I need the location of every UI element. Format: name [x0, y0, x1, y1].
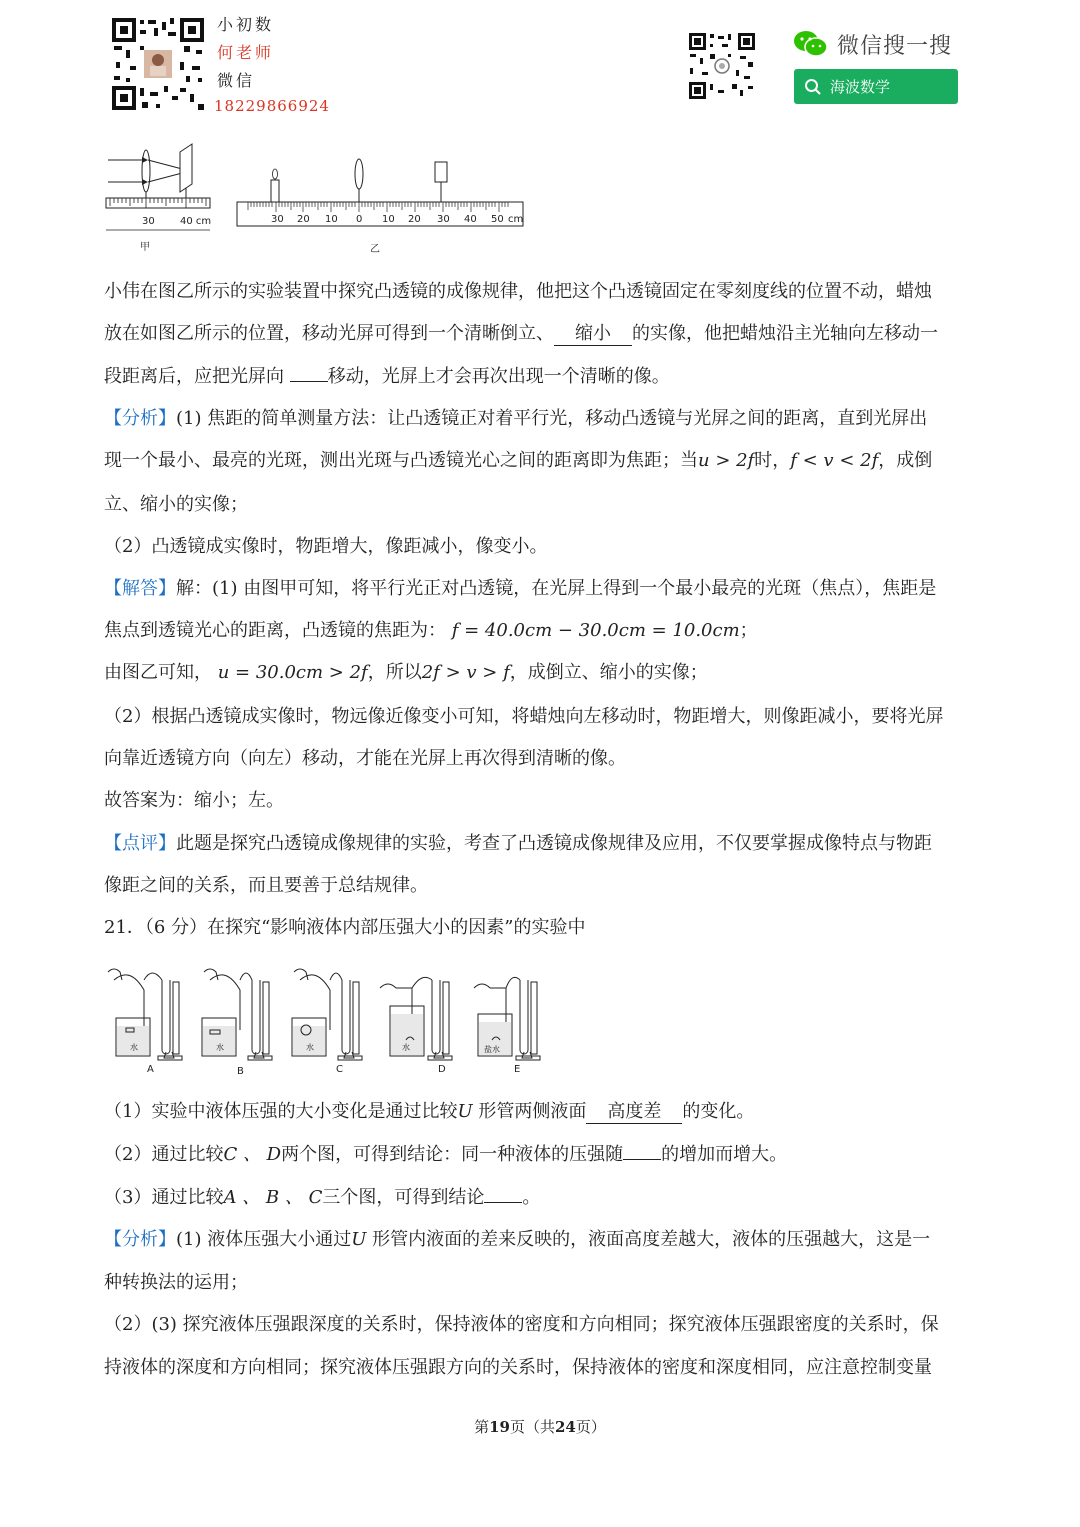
q20-answer-6: 故答案为：缩小；左。	[104, 790, 284, 811]
q21-analysis-1-post: 形管内液面的差来反映的，液面高度差越大，液体的压强越大，这是一	[366, 1229, 931, 1250]
q21-item-2-pre: （2）通过比较	[104, 1144, 224, 1165]
answer-tag: 【解答】	[104, 578, 176, 599]
ruler-b-tick-7: 40	[464, 214, 477, 225]
search-icon	[804, 78, 822, 96]
lens-figure	[100, 140, 540, 260]
figure-b-label: 乙	[370, 244, 380, 255]
math-focal-length: f = 40.0cm − 30.0cm = 10.0cm	[451, 620, 740, 641]
math-v-range: 2f > v > f	[421, 662, 510, 683]
note-line-2: 何老师	[217, 43, 275, 62]
math-f-lt-v-lt-2f: f < v < 2f	[790, 450, 879, 471]
beaker-a-label: 水	[130, 1043, 138, 1052]
figure-a	[106, 144, 211, 253]
q20-comment-2: 像距之间的关系，而且要善于总结规律。	[104, 875, 428, 896]
q20-answer-1	[104, 577, 936, 601]
apparatus-a	[108, 969, 182, 1060]
footer-page-number: 19	[489, 1418, 510, 1436]
ruler-a-tick-30: 30	[142, 216, 155, 227]
figure-label-e: E	[514, 1064, 521, 1075]
q21-blank-1: 高度差	[586, 1101, 682, 1124]
math-u-value: u = 30.0cm > 2f	[217, 662, 368, 683]
q21-item-1-mid: 形管两侧液面	[472, 1101, 587, 1122]
ruler-a-tick-40: 40 cm	[180, 216, 212, 227]
q20-analysis-3: 立、缩小的实像；	[104, 494, 248, 515]
footer-post: 页）	[575, 1418, 606, 1436]
q21-item-3	[104, 1186, 540, 1210]
q21-analysis-4: 持液体的深度和方向相同；探究液体压强跟方向的关系时，保持液体的密度和深度相同，应注意控制变量	[104, 1357, 932, 1378]
footer-total-pages: 24	[555, 1418, 576, 1436]
q20-answer-3-post: ，成倒立、缩小的实像；	[509, 662, 708, 683]
q20-answer-5: 向靠近透镜方向（向左）移动，才能在光屏上再次得到清晰的像。	[104, 748, 626, 769]
q21-analysis-tag: 【分析】	[104, 1229, 176, 1250]
q21-blank-3	[484, 1202, 522, 1203]
qr-code-right	[688, 32, 756, 100]
q21-title: 21．（6 分）在探究“影响液体内部压强大小的因素”的实验中	[104, 917, 586, 938]
q20-analysis-1-text: (1) 焦距的简单测量方法：让凸透镜正对着平行光，移动凸透镜与光屏之间的距离，直到光屏出	[176, 408, 928, 429]
q21-var-u: U	[351, 1229, 367, 1250]
apparatus-d	[380, 977, 452, 1060]
figure-label-b: B	[237, 1066, 244, 1077]
search-button-label: 海波数学	[830, 78, 891, 96]
var-u: U	[457, 1101, 473, 1122]
apparatus-c	[292, 969, 362, 1060]
beaker-c-label: 水	[306, 1043, 314, 1052]
q21-item-2-mid: 两个图，可得到结论：同一种液体的压强随	[281, 1144, 624, 1165]
beaker-b-label: 水	[216, 1043, 224, 1052]
qr-code-left	[110, 16, 206, 112]
phone-number: 18229866924	[214, 97, 330, 115]
q20-comment-1	[104, 832, 932, 856]
q20-answer-2-pre: 焦点到透镜光心的距离，凸透镜的焦距为：	[104, 620, 446, 641]
q20-line-3-post: 移动，光屏上才会再次出现一个清晰的像。	[327, 366, 670, 387]
q21-item-1-pre: （1）实验中液体压强的大小变化是通过比较	[104, 1101, 458, 1122]
var-a-b-c: A 、 B 、 C	[223, 1187, 323, 1208]
q20-line-1: 小伟在图乙所示的实验装置中探究凸透镜的成像规律，他把这个凸透镜固定在零刻度线的位置不动，蜡烛	[104, 281, 932, 302]
ruler-b-tick-6: 30	[437, 214, 450, 225]
q20-analysis-4: （2）凸透镜成实像时，物距增大，像距减小，像变小。	[104, 536, 548, 557]
figure-label-a: A	[147, 1064, 154, 1075]
var-c-d: C 、 D	[223, 1144, 282, 1165]
ruler-b-tick-0: 30	[271, 214, 284, 225]
note-line-1: 小初数	[217, 15, 275, 34]
beaker-d-label: 水	[402, 1043, 410, 1052]
q20-answer-2	[104, 619, 758, 643]
q20-line-3-pre: 段距离后，应把光屏向	[104, 366, 284, 387]
q21-item-2-post: 的增加而增大。	[661, 1144, 788, 1165]
q20-analysis-2-pre: 现一个最小、最亮的光斑，测出光斑与凸透镜光心之间的距离即为焦距；当	[104, 450, 698, 471]
q21-item-3-mid: 三个图，可得到结论	[322, 1187, 485, 1208]
q20-answer-4: （2）根据凸透镜成实像时，物远像近像变小可知，将蜡烛向左移动时，物距增大，则像距减小，要将光屏	[104, 706, 944, 727]
q20-answer-3	[104, 661, 708, 685]
q20-analysis-2	[104, 449, 932, 473]
q20-analysis-2-mid: 时，	[754, 450, 791, 471]
q21-item-2	[104, 1143, 787, 1167]
q21-item-1-post: 的变化。	[682, 1101, 755, 1122]
q20-blank-1: 缩小	[554, 323, 632, 346]
q21-analysis-3: （2）(3) 探究液体压强跟深度的关系时，保持液体的密度和方向相同；探究液体压强跟密度的关系时，保	[104, 1314, 939, 1335]
q21-item-3-post: 。	[522, 1187, 541, 1208]
q21-analysis-1-pre: (1) 液体压强大小通过	[176, 1229, 352, 1250]
q20-line-2	[104, 322, 938, 346]
q20-comment-1-text: 此题是探究凸透镜成像规律的实验，考查了凸透镜成像规律及应用，不仅要掌握成像特点与物距	[176, 833, 932, 854]
ruler-b-tick-5: 20	[408, 214, 421, 225]
q20-analysis-1	[104, 407, 927, 431]
q20-line-2-post: 的实像，他把蜡烛沿主光轴向左移动一	[632, 323, 938, 344]
figure-label-c: C	[336, 1064, 343, 1075]
figure-b	[237, 159, 523, 255]
q21-analysis-1	[104, 1228, 930, 1252]
wechat-search-label: 微信搜一搜	[837, 34, 953, 59]
wechat-icon	[793, 29, 829, 59]
q20-answer-2-post: ；	[739, 620, 758, 641]
q21-blank-2	[623, 1159, 661, 1160]
footer-pre: 第	[474, 1418, 490, 1436]
figure-label-d: D	[438, 1064, 446, 1075]
beaker-e-label: 盐水	[484, 1045, 500, 1054]
search-button[interactable]	[794, 69, 958, 104]
analysis-tag: 【分析】	[104, 408, 176, 429]
figure-a-label: 甲	[140, 242, 150, 253]
q21-item-1	[104, 1100, 754, 1124]
q21-analysis-2: 种转换法的运用；	[104, 1272, 248, 1293]
ruler-b-unit: cm	[508, 214, 524, 225]
apparatus-b	[202, 969, 272, 1060]
ruler-b-tick-8: 50	[491, 214, 504, 225]
ruler-b-tick-3: 0	[356, 214, 363, 225]
q20-answer-3-mid: ，所以	[367, 662, 422, 683]
q20-analysis-2-post: ，成倒	[878, 450, 933, 471]
q20-blank-2	[290, 381, 328, 382]
math-u-gt-2f: u > 2f	[698, 450, 755, 471]
comment-tag: 【点评】	[104, 833, 176, 854]
q20-answer-3-pre: 由图乙可知，	[104, 662, 212, 683]
ruler-b-tick-1: 20	[297, 214, 310, 225]
page-footer	[0, 1416, 1080, 1437]
pressure-figure	[100, 960, 560, 1080]
note-line-3: 微信	[217, 71, 256, 90]
q20-line-2-pre: 放在如图乙所示的位置，移动光屏可得到一个清晰倒立、	[104, 323, 554, 344]
footer-mid: 页（共	[509, 1418, 555, 1436]
ruler-b-tick-2: 10	[325, 214, 338, 225]
ruler-b-tick-4: 10	[382, 214, 395, 225]
q20-answer-1-text: 解：(1) 由图甲可知，将平行光正对凸透镜，在光屏上得到一个最小最亮的光斑（焦点），焦距是	[176, 578, 937, 599]
q21-item-3-pre: （3）通过比较	[104, 1187, 224, 1208]
q20-line-3	[104, 365, 670, 389]
